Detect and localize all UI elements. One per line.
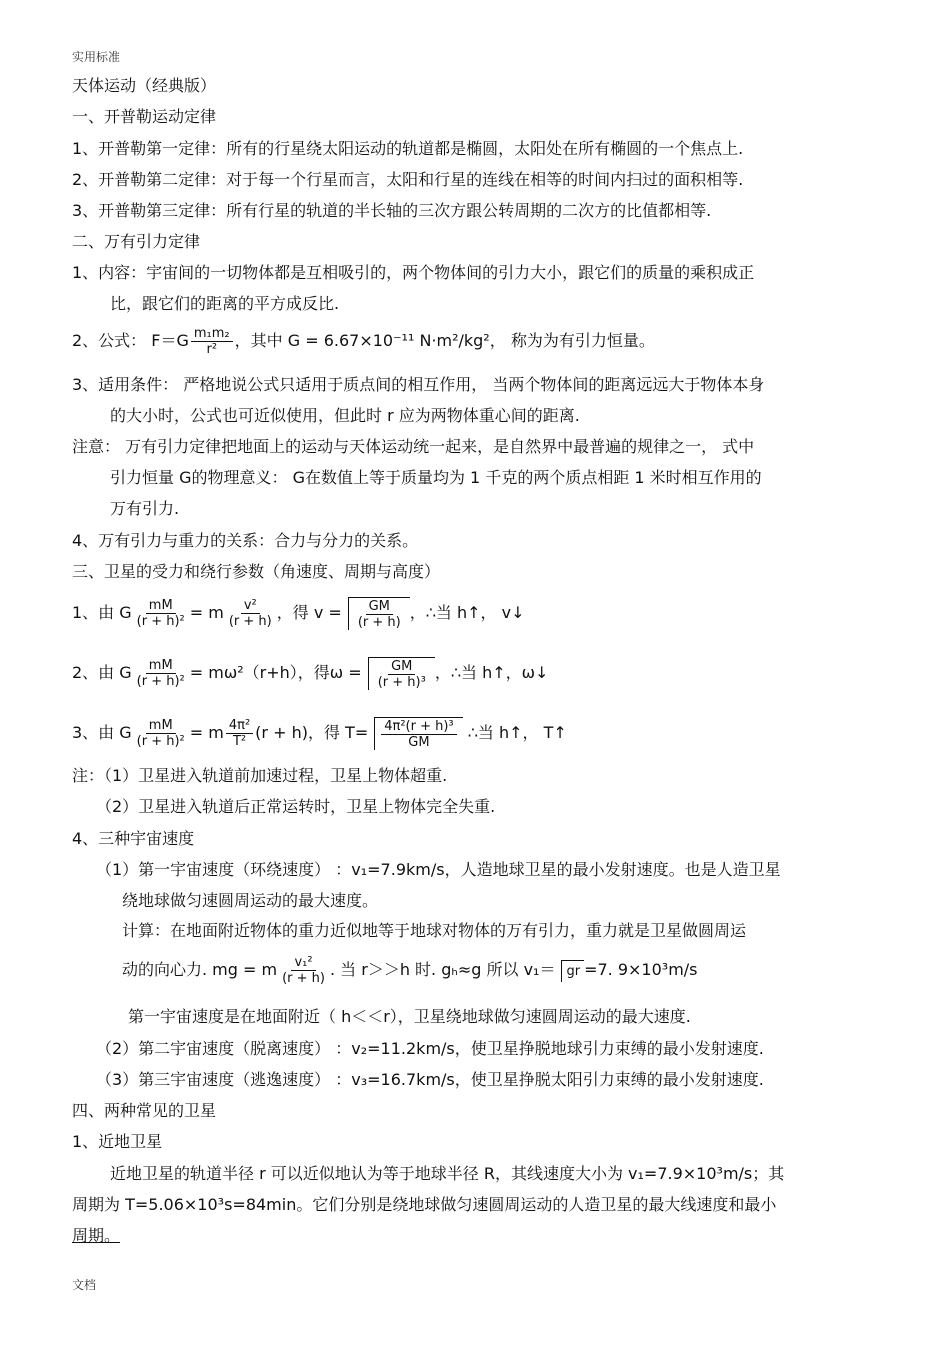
first-velocity-line-2: 绕地球做匀速圆周运动的最大速度。 [122, 891, 379, 910]
f1-fraction-1 [134, 598, 188, 629]
f1-result: ，得 v = [276, 603, 342, 622]
calc-num: v₁² [291, 955, 315, 971]
f1-sqrt-num: GM [366, 599, 393, 615]
f3-fraction-1 [134, 718, 188, 749]
note-line-3: 万有引力. [110, 499, 180, 518]
f3-den-1: (r + h)² [136, 734, 185, 749]
f3-sqrt-num: 4π²(r + h)³ [381, 719, 456, 735]
f2-prefix: 2、由 G [72, 663, 132, 682]
calculation-line-2 [122, 955, 698, 986]
calc-mid: . 当 r＞＞h 时. gₕ≈g 所以 v₁＝ [329, 960, 556, 979]
f1-sqrt [348, 597, 410, 630]
section-3-heading: 三、卫星的受力和绕行参数（角速度、周期与高度） [72, 562, 441, 581]
first-velocity-summary: 第一宇宙速度是在地面附近（ h＜＜r），卫星绕地球做匀速圆周运动的最大速度. [128, 1007, 691, 1026]
f2-sqrt [368, 657, 435, 690]
f1-sqrt-den: (r + h) [357, 615, 401, 630]
doc-title: 天体运动（经典版） [72, 76, 217, 95]
gravity-content-line-1: 1、内容：宇宙间的一切物体都是互相吸引的，两个物体间的引力大小，跟它们的质量的乘积成正 [72, 263, 755, 282]
f1-num-1: mM [146, 598, 176, 614]
f3-result: (r + h)，得 T= [255, 723, 369, 742]
third-velocity: （3）第三宇宙速度（逃逸速度） ：v₃=16.7km/s，使卫星挣脱太阳引力束缚的最小发射速度. [96, 1070, 764, 1089]
formula-fraction [191, 326, 233, 357]
page-header: 实用标准 [72, 50, 121, 64]
note-line-1: 注意： 万有引力定律把地面上的运动与天体运动统一起来，是自然界中最普遍的规律之一， 式中 [72, 437, 755, 456]
section-4-heading: 四、两种常见的卫星 [72, 1101, 217, 1120]
f2-num-1: mM [146, 658, 176, 674]
f1-eq: = m [189, 603, 224, 622]
f2-sqrt-num: GM [388, 659, 415, 675]
condition-line-2: 的大小时，公式也可近似使用，但此时 r 应为两物体重心间的距离. [110, 406, 580, 425]
f3-sqrt-fraction [381, 719, 456, 750]
kepler-law-1: 1、开普勒第一定律：所有的行星绕太阳运动的轨道都是椭圆，太阳处在所有椭圆的一个焦点上. [72, 139, 744, 158]
calc-result: =7. 9×10³m/s [584, 960, 698, 979]
satellite-note-2: （2）卫星进入轨道后正常运转时，卫星上物体完全失重. [96, 797, 496, 816]
f3-sqrt-den: GM [408, 735, 430, 750]
satellite-formula-3 [72, 717, 567, 750]
f1-conclusion: ，∴当 h↑， v↓ [409, 603, 525, 622]
f3-num-1: mM [146, 718, 176, 734]
f2-conclusion: ，∴当 h↑，ω↓ [434, 663, 549, 682]
satellite-formula-2 [72, 657, 548, 690]
gravity-content-line-2: 比，跟它们的距离的平方成反比. [110, 294, 340, 313]
near-earth-para-3: 周期。 [72, 1226, 121, 1245]
section-1-heading: 一、开普勒运动定律 [72, 107, 217, 126]
formula-prefix: 2、公式： F＝G [72, 331, 189, 350]
calc-den: (r + h) [282, 971, 325, 986]
kepler-law-2: 2、开普勒第二定律：对于每一个行星而言，太阳和行星的连线在相等的时间内扫过的面积相等. [72, 170, 744, 189]
f2-sqrt-fraction [375, 659, 429, 690]
gravity-formula [72, 326, 655, 357]
f2-den-1: (r + h)² [136, 674, 185, 689]
f1-den-2: (r + h) [228, 614, 272, 629]
calculation-line-1: 计算：在地面附近物体的重力近似地等于地球对物体的万有引力，重力就是卫星做圆周运 [122, 921, 747, 940]
near-earth-para-1: 近地卫星的轨道半径 r 可以近似地认为等于地球半径 R，其线速度大小为 v₁=7.9×10³m/s；其 [110, 1164, 785, 1183]
f3-num-2: 4π² [226, 718, 253, 734]
page-footer: 文档 [72, 1278, 97, 1292]
f1-fraction-2 [226, 598, 275, 629]
gravity-weight-relation: 4、万有引力与重力的关系：合力与分力的关系。 [72, 531, 419, 550]
f2-eq: = mω²（r+h），得ω = [189, 663, 362, 682]
near-earth-heading: 1、近地卫星 [72, 1132, 163, 1151]
note-line-2: 引力恒量 G的物理意义： G在数值上等于质量均为 1 千克的两个质点相距 1 米时相互作用的 [110, 468, 762, 487]
formula-den: r² [206, 342, 218, 357]
calc-sqrt: gr [561, 960, 584, 982]
f2-fraction-1 [134, 658, 188, 689]
cosmic-velocity-heading: 4、三种宇宙速度 [72, 829, 195, 848]
f3-den-2: T² [232, 734, 247, 749]
f3-sqrt [374, 717, 462, 750]
f3-prefix: 3、由 G [72, 723, 132, 742]
formula-suffix: 称为为有引力恒量。 [510, 331, 655, 350]
first-velocity-line-1: （1）第一宇宙速度（环绕速度） ：v₁=7.9km/s，人造地球卫星的最小发射速度。也是人造卫星 [96, 860, 781, 879]
formula-mid: ，其中 G = 6.67×10⁻¹¹ N·m²/kg²， [234, 331, 506, 350]
satellite-formula-1 [72, 597, 524, 630]
f1-prefix: 1、由 G [72, 603, 132, 622]
second-velocity: （2）第二宇宙速度（脱离速度） ：v₂=11.2km/s，使卫星挣脱地球引力束缚的最小发射速度. [96, 1039, 764, 1058]
satellite-note-1: 注：（1）卫星进入轨道前加速过程，卫星上物体超重. [72, 766, 448, 785]
calc-fraction [279, 955, 328, 986]
f2-sqrt-den: (r + h)³ [377, 675, 426, 690]
kepler-law-3: 3、开普勒第三定律：所有行星的轨道的半长轴的三次方跟公转周期的二次方的比值都相等. [72, 201, 712, 220]
condition-line-1: 3、适用条件： 严格地说公式只适用于质点间的相互作用， 当两个物体间的距离远远大于物体本身 [72, 375, 765, 394]
f3-eq: = m [189, 723, 224, 742]
f1-num-2: v² [241, 598, 260, 614]
near-earth-para-2: 周期为 T=5.06×10³s=84min。它们分别是绕地球做匀速圆周运动的人造卫星的最大线速度和最小 [72, 1195, 777, 1214]
f1-den-1: (r + h)² [136, 614, 185, 629]
f1-sqrt-fraction [355, 599, 404, 630]
formula-num: m₁m₂ [191, 326, 233, 342]
calc-prefix: 动的向心力. mg = m [122, 960, 278, 979]
f3-fraction-2 [226, 718, 253, 749]
f3-conclusion: ∴当 h↑， T↑ [467, 723, 567, 742]
section-2-heading: 二、万有引力定律 [72, 232, 201, 251]
